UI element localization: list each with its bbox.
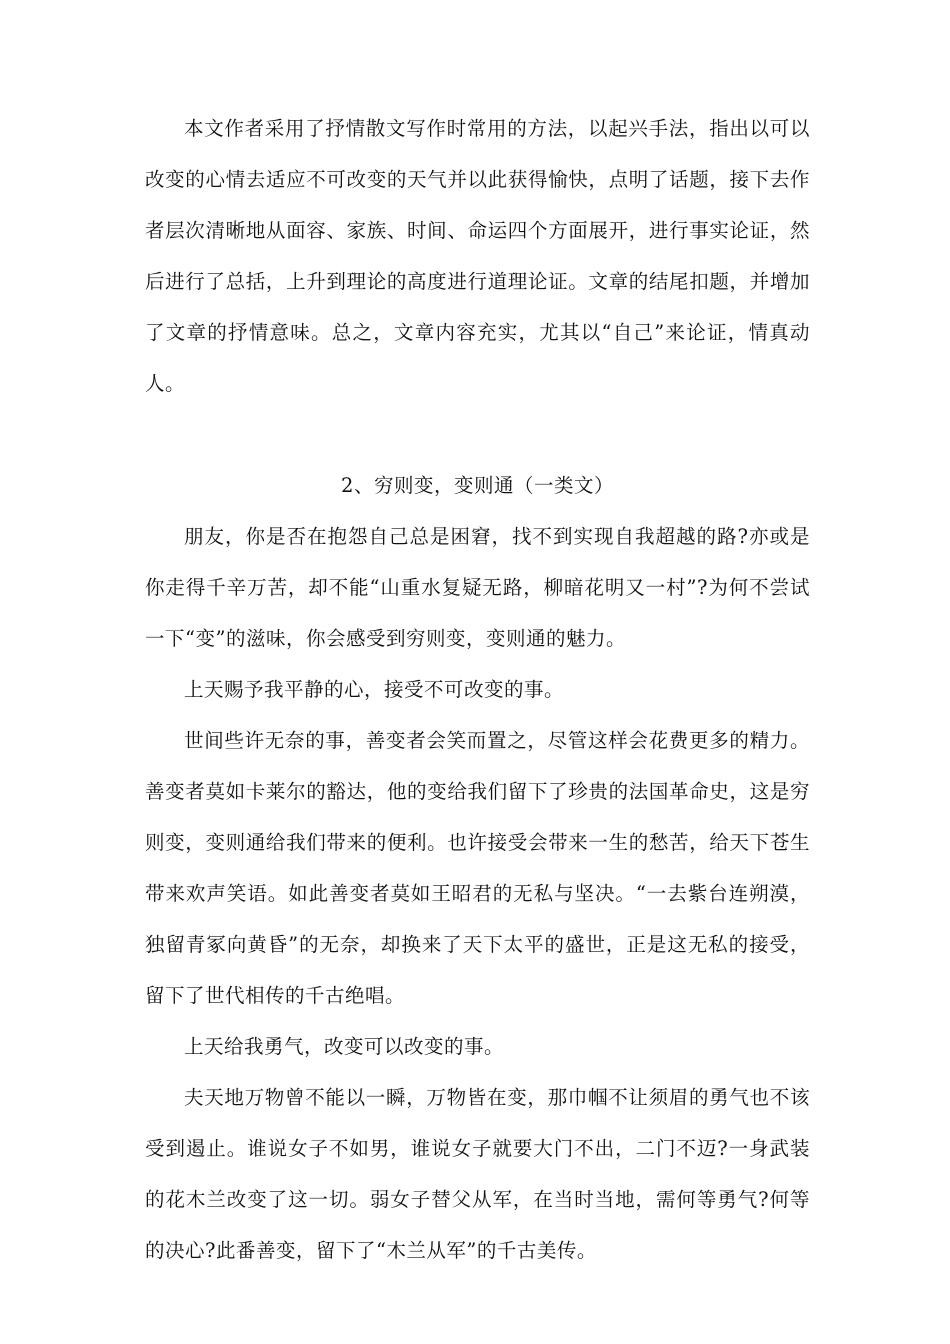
body-paragraph: 上天赐予我平静的心，接受不可改变的事。 <box>184 678 565 701</box>
body-paragraph: 世间些许无奈的事，善变者会笑而置之，尽管这样会花费更多的精力。善变者莫如卡莱尔的豁达，他的变给我们留下了珍贵的法国革命史，这是穷则变，变则通给我们带来的便利。也许接受会带来一生的愁苦，给天下苍生带来欢声笑语。如此善变者莫如王昭君的无私与坚决。“一去紫台连朔漠，独留青冢向黄昏”的无奈，却换来了天下太平的盛世，正是这无私的接受，留下了世代相传的千古绝唱。 <box>145 729 810 1007</box>
body-paragraph: 上天给我勇气，改变可以改变的事。 <box>184 1035 505 1058</box>
paragraph-spacer <box>145 409 810 460</box>
section-title: 2、穷则变，变则通（一类文） <box>341 474 614 497</box>
commentary-paragraph: 本文作者采用了抒情散文写作时常用的方法，以起兴手法，指出以可以改变的心情去适应不可改变的天气并以此获得愉快，点明了话题，接下去作者层次清晰地从面容、家族、时间、命运四个方面展开，进行事实论证，然后进行了总括，上升到理论的高度进行道理论证。文章的结尾扣题，并增加了文章的抒情意味。总之，文章内容充实，尤其以“自己”来论证，情真动人。 <box>145 117 810 395</box>
document-page <box>145 103 810 1276</box>
body-paragraph: 朋友，你是否在抱怨自己总是困窘，找不到实现自我超越的路?亦或是你走得千辛万苦，却不能“山重水复疑无路，柳暗花明又一村”?为何不尝试一下“变”的滋味，你会感受到穷则变，变则通的魅力。 <box>145 525 810 650</box>
body-paragraph: 夫天地万物曾不能以一瞬，万物皆在变，那巾帼不让须眉的勇气也不该受到遏止。谁说女子不如男，谁说女子就要大门不出，二门不迈?一身武装的花木兰改变了这一切。弱女子替父从军，在当时当地，需何等勇气?何等的决心?此番善变，留下了“木兰从军”的千古美传。 <box>145 1086 810 1262</box>
